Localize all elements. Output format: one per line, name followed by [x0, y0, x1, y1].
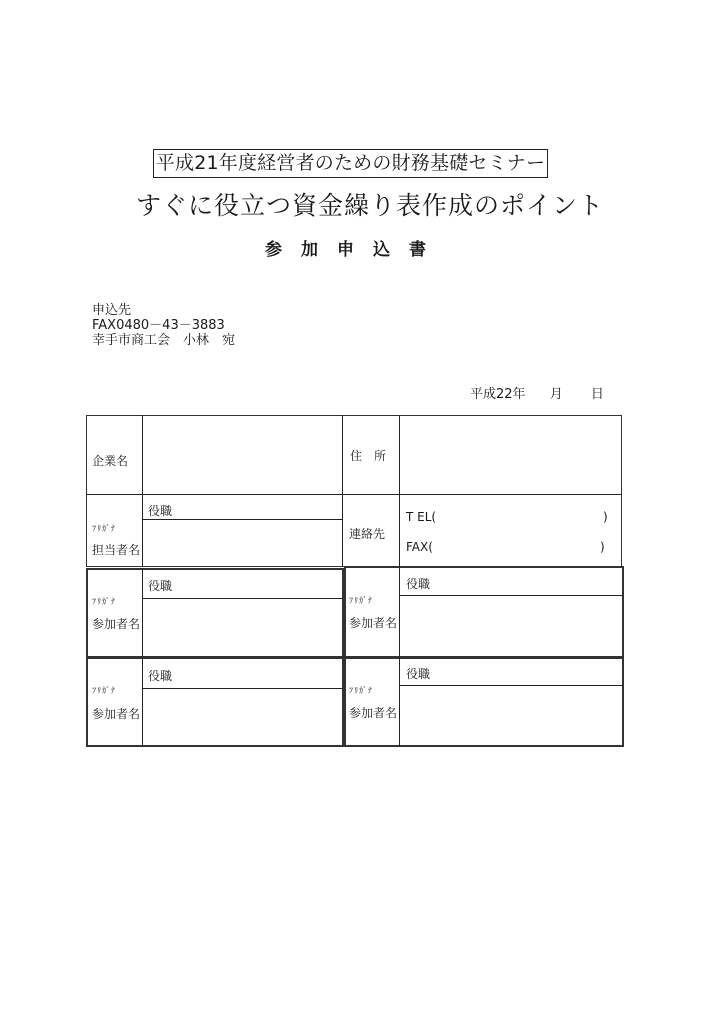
participant-4-furigana: ﾌﾘｶﾞﾅ	[349, 686, 373, 695]
participant-1-label: 参加者名	[92, 617, 141, 631]
participant-3-position-label: 役職	[148, 669, 173, 683]
tel-field[interactable]	[448, 507, 598, 527]
participant-4-field[interactable]	[402, 687, 620, 744]
participant-1-position-label: 役職	[148, 579, 173, 593]
company-label: 企業名	[92, 454, 129, 468]
participant-4-position-label: 役職	[406, 667, 431, 681]
destination-label: 申込先	[92, 303, 132, 318]
tel-close-paren: )	[603, 510, 608, 524]
participant-3-furigana: ﾌﾘｶﾞﾅ	[92, 686, 116, 695]
furigana-label: ﾌﾘｶﾞﾅ	[92, 524, 116, 533]
address-field[interactable]	[401, 417, 619, 493]
participant-2-label: 参加者名	[349, 616, 398, 630]
form-title: 参加申込書	[265, 240, 445, 260]
address-label: 住 所	[350, 449, 387, 463]
fax-close-paren: )	[600, 540, 605, 554]
date-year: 平成22年	[470, 387, 526, 402]
date-day: 日	[590, 387, 604, 402]
fax-label: FAX(	[406, 540, 433, 554]
tel-label: T EL(	[406, 510, 437, 524]
participant-3-field[interactable]	[144, 690, 340, 744]
fax-field[interactable]	[448, 537, 598, 557]
participant-2-field[interactable]	[402, 597, 620, 655]
position-label: 役職	[148, 504, 173, 518]
participant-2-furigana: ﾌﾘｶﾞﾅ	[349, 596, 373, 605]
main-title: すぐに役立つ資金繰り表作成のポイント	[135, 191, 604, 220]
destination-recipient: 幸手市商工会 小林 宛	[92, 333, 236, 348]
contact-person-label: 担当者名	[92, 543, 141, 557]
destination-fax: FAX0480－43－3883	[92, 318, 225, 333]
contact-person-field[interactable]	[144, 521, 340, 565]
company-field[interactable]	[144, 417, 340, 493]
participant-4-label: 参加者名	[349, 706, 398, 720]
participant-1-field[interactable]	[144, 600, 340, 655]
participant-3-label: 参加者名	[92, 707, 141, 721]
participant-1-furigana: ﾌﾘｶﾞﾅ	[92, 597, 116, 606]
date-line	[470, 383, 630, 402]
seminar-title: 平成21年度経営者のための財務基礎セミナー	[153, 149, 548, 178]
date-month: 月	[549, 387, 563, 402]
participant-2-position-label: 役職	[406, 577, 431, 591]
application-form	[86, 415, 624, 747]
contact-label: 連絡先	[349, 527, 386, 541]
